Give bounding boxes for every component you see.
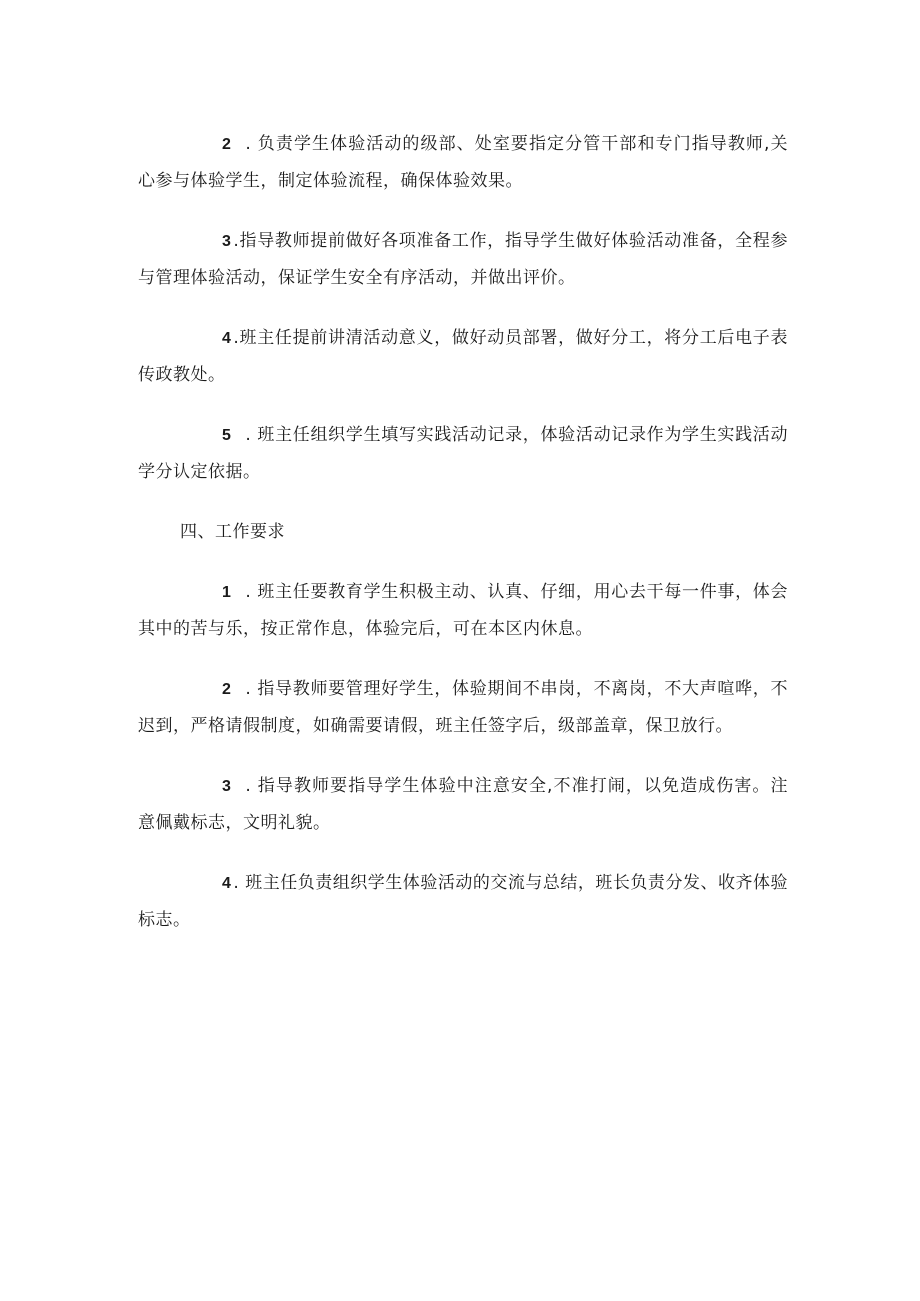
paragraph-item-3 [138, 223, 788, 296]
requirement-number: 3 [222, 778, 232, 795]
requirement-item-1 [138, 574, 788, 647]
requirement-text: . 班主任要教育学生积极主动、认真、仔细，用心去干每一件事，体会其中的苦与乐，按正常作息，体验完后，可在本区内休息。 [138, 582, 788, 639]
requirement-item-3 [138, 768, 788, 841]
paragraph-number: 4 [222, 330, 232, 347]
paragraph-number: 2 [222, 136, 232, 153]
requirement-number: 1 [222, 584, 232, 601]
document-body [138, 126, 788, 962]
paragraph-item-4 [138, 320, 788, 393]
requirement-text: . 指导教师要指导学生体验中注意安全,不准打闹，以免造成伤害。注意佩戴标志，文明礼貌。 [138, 776, 788, 833]
paragraph-item-2 [138, 126, 788, 199]
paragraph-number: 5 [222, 427, 232, 444]
requirement-item-2 [138, 671, 788, 744]
requirement-item-4 [138, 865, 788, 938]
section-heading: 四、工作要求 [180, 522, 285, 542]
requirement-text: . 指导教师要管理好学生，体验期间不串岗，不离岗，不大声喧哗，不迟到，严格请假制度，如确需要请假，班主任签字后，级部盖章，保卫放行。 [138, 679, 788, 736]
paragraph-number: 3 [222, 233, 232, 250]
requirement-text: . 班主任负责组织学生体验活动的交流与总结，班长负责分发、收齐体验标志。 [138, 873, 788, 930]
requirement-number: 4 [222, 875, 232, 892]
paragraph-text: .班主任提前讲清活动意义，做好动员部署，做好分工，将分工后电子表传政教处。 [138, 328, 788, 385]
paragraph-item-5 [138, 417, 788, 490]
paragraph-text: . 班主任组织学生填写实践活动记录，体验活动记录作为学生实践活动学分认定依据。 [138, 425, 788, 482]
requirement-number: 2 [222, 681, 232, 698]
paragraph-text: .指导教师提前做好各项准备工作，指导学生做好体验活动准备，全程参与管理体验活动，保证学生安全有序活动，并做出评价。 [138, 231, 788, 288]
paragraph-text: . 负责学生体验活动的级部、处室要指定分管干部和专门指导教师,关心参与体验学生，制定体验流程，确保体验效果。 [138, 134, 788, 191]
